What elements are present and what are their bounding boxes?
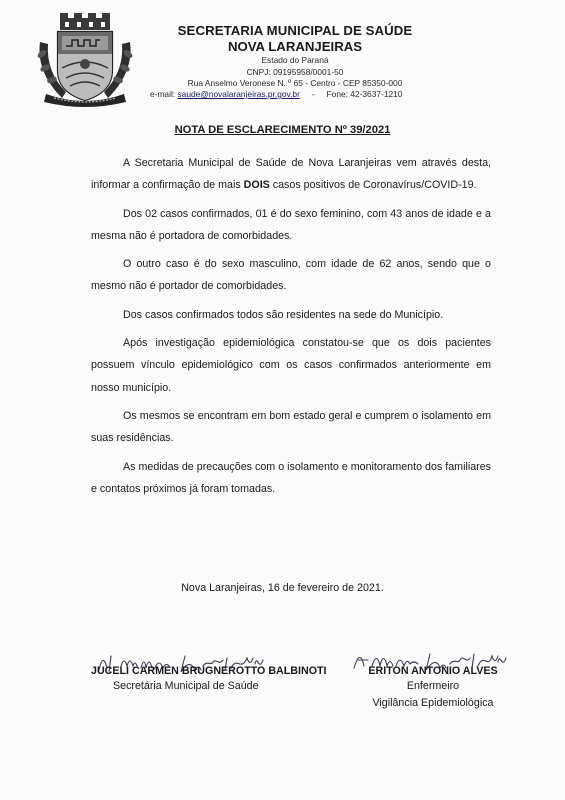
cnpj-line: CNPJ: 09195958/0001-50 xyxy=(246,66,344,77)
paragraph-3: O outro caso é do sexo masculino, com idade de 62 anos, sendo que o mesmo não é portador de comorbidades. xyxy=(91,258,491,293)
paragraph-1-text-b: casos positivos de Coronavírus/COVID-19. xyxy=(269,179,477,192)
signer-name-left: JUCELI CARMEN BRUGNEROTTO BALBINOTI xyxy=(91,665,327,677)
letterhead xyxy=(150,23,440,90)
paragraph-2: Dos 02 casos confirmados, 01 é do sexo feminino, com 43 anos de idade e a mesma não é portadora de comorbidades. xyxy=(91,207,491,242)
address-line: Rua Anselmo Veronese N. º 65 - Centro - CEP 85350-000 xyxy=(187,78,403,88)
paragraph-4: Dos casos confirmados todos são residentes na sede do Município. xyxy=(123,308,444,321)
date-line: Nova Laranjeiras, 16 de fevereiro de 2021. xyxy=(181,582,384,594)
email-label: e-mail: xyxy=(150,89,176,99)
signer-role-right-1: Enfermeiro xyxy=(406,680,460,692)
email-link[interactable]: saude@novalaranjeiras.pr.gov.br xyxy=(177,89,300,99)
note-body xyxy=(91,152,491,500)
org-name: SECRETARIA MUNICIPAL DE SAÚDE xyxy=(177,23,413,38)
city-name: NOVA LARANJEIRAS xyxy=(227,39,363,54)
paragraph-5: Após investigação epidemiológica constatou-se que os dois pacientes possuem vínculo epidemiológico com os casos confirmados anteriormente em nosso município. xyxy=(91,337,491,394)
note-title: NOTA DE ESCLARECIMENTO Nº 39/2021 xyxy=(174,124,391,136)
signature-block-right xyxy=(343,664,523,712)
paragraph-1-text-a: A Secretaria Municipal de Saúde de Nova Laranjeiras vem através desta, informar a confirmação de mais xyxy=(91,157,491,192)
phone-number: Fone: 42-3637-1210 xyxy=(326,89,403,99)
signer-role-left: Secretária Municipal de Saúde xyxy=(113,680,259,692)
contact-line xyxy=(150,89,450,99)
paragraph-1-bold: DOIS xyxy=(243,179,270,192)
signer-role-right-2: Vigilância Epidemiológica xyxy=(372,697,494,709)
municipal-crest-icon xyxy=(32,12,138,110)
signature-block-left xyxy=(91,664,339,695)
contact-separator: - xyxy=(311,89,315,99)
signer-name-right: ERITON ANTONIO ALVES xyxy=(368,665,498,677)
paragraph-6: Os mesmos se encontram em bom estado geral e cumprem o isolamento em suas residências. xyxy=(91,409,491,445)
paragraph-1 xyxy=(91,152,491,197)
paragraph-7: As medidas de precauções com o isolamento e monitoramento dos familiares e contatos próximos já foram tomadas. xyxy=(91,460,491,495)
state-line: Estado do Paraná xyxy=(261,55,329,65)
